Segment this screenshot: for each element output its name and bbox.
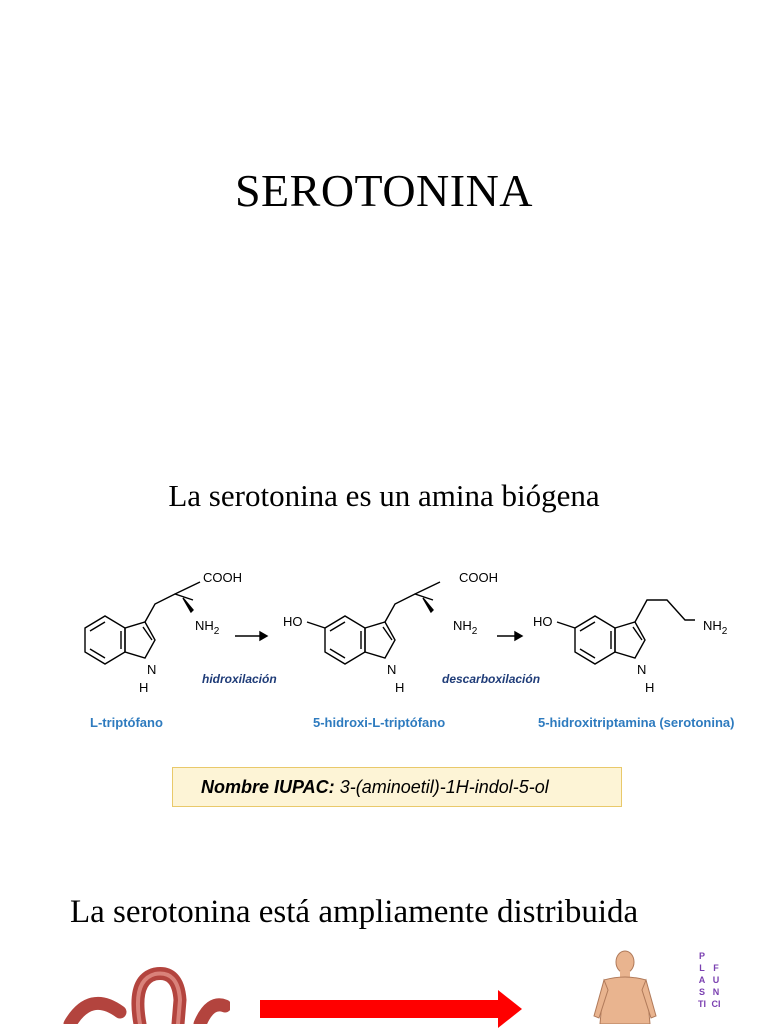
page-title: SEROTONINA bbox=[234, 165, 534, 216]
section-heading-amine: La serotonina es un amina biógena bbox=[168, 478, 600, 513]
vertical-word-funci: FUNCI bbox=[711, 963, 721, 1009]
group-cooh-1: COOH bbox=[203, 570, 242, 585]
iupac-label: Nombre IUPAC: bbox=[201, 777, 335, 797]
step-label-decarboxylation: descarboxilación bbox=[442, 672, 541, 686]
group-nh2-2: $NH_2$ bbox=[453, 618, 478, 637]
molecule-label-serotonin: 5-hidroxitriptamina (serotonina) bbox=[538, 715, 735, 730]
group-nh2-3: $NH_2$ bbox=[703, 618, 728, 637]
ring-h-2: H bbox=[395, 680, 405, 695]
group-ho-2: HO bbox=[283, 614, 303, 629]
ring-n-1: N bbox=[147, 662, 157, 677]
molecule-label-tryptophan: L-triptófano bbox=[90, 715, 163, 730]
group-cooh-2: COOH bbox=[459, 570, 498, 585]
step-label-hydroxylation: hidroxilación bbox=[202, 672, 277, 686]
iupac-value: 3-(aminoetil)-1H-indol-5-ol bbox=[334, 777, 549, 797]
molecule-tryptophan bbox=[85, 582, 200, 664]
ring-h-1: H bbox=[139, 680, 149, 695]
molecule-label-hydroxytryptophan: 5-hidroxi-L-triptófano bbox=[313, 715, 446, 730]
ring-n-2: N bbox=[387, 662, 397, 677]
ring-n-3: N bbox=[637, 662, 647, 677]
molecule-hydroxytryptophan bbox=[307, 582, 440, 664]
human-body-image bbox=[590, 950, 660, 1024]
molecule-serotonin bbox=[557, 600, 695, 664]
earthworm-image bbox=[60, 960, 230, 1024]
red-arrow bbox=[260, 988, 522, 1028]
group-nh2-1: $NH_2$ bbox=[195, 618, 220, 637]
reaction-scheme bbox=[55, 560, 765, 700]
vertical-word-plasti: PLASTI bbox=[698, 951, 706, 1009]
group-ho-3: HO bbox=[533, 614, 553, 629]
iupac-name-box bbox=[172, 767, 622, 807]
ring-h-3: H bbox=[645, 680, 655, 695]
section-heading-distribution: La serotonina está ampliamente distribuida bbox=[70, 894, 639, 930]
